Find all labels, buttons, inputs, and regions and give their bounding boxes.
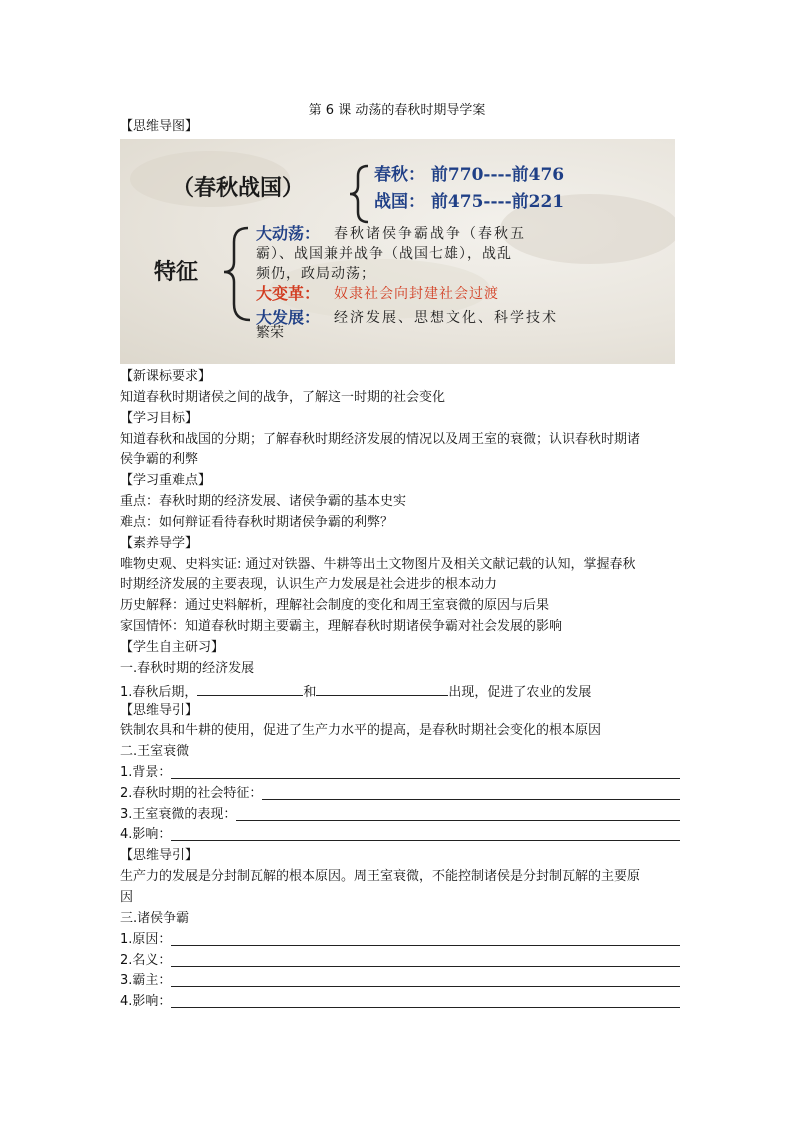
answer-line[interactable] [262, 785, 680, 800]
fill-in-question [120, 681, 680, 702]
paragraph: 唯物史观、史料实证: 通过对铁器、牛耕等出土文物图片及相关文献记载的认知，掌握春秋 [120, 557, 636, 572]
fill-in-question [120, 972, 680, 990]
mindmap-period-chunqiu: 春秋： 前770----前476 [374, 165, 565, 185]
question-text: 和 [303, 685, 317, 700]
answer-line[interactable] [171, 993, 680, 1008]
paragraph: 生产力的发展是分封制瓦解的根本原因。周王室衰微，不能控制诸侯是分封制瓦解的主要原 [120, 869, 641, 884]
fill-in-question [120, 993, 680, 1011]
mindmap-desc-line: 奴隶社会向封建社会过渡 [334, 286, 499, 302]
answer-line[interactable] [236, 806, 680, 821]
section-heading: 【学习重难点】 [120, 473, 212, 488]
mindmap-desc-line: 频仍，政局动荡； [256, 266, 376, 282]
fill-in-question [120, 931, 680, 949]
paragraph: 家国情怀：知道春秋时期主要霸主，理解春秋时期诸侯争霸对社会发展的影响 [120, 619, 563, 634]
mindmap-term-biange: 大变革： [256, 284, 321, 303]
mindmap-term-fazhan: 大发展： [256, 308, 321, 327]
part-title: 二.王室衰微 [120, 744, 190, 759]
paragraph: 难点：如何辩证看待春秋时期诸侯争霸的利弊？ [120, 515, 394, 530]
section-heading: 【思维导引】 [120, 703, 199, 718]
answer-line[interactable] [171, 764, 680, 779]
fill-in-question [120, 826, 680, 844]
part-title: 三.诸侯争霸 [120, 911, 190, 926]
section-heading: 【新课标要求】 [120, 369, 212, 384]
page-title: 第 6 课 动荡的春秋时期导学案 [308, 103, 486, 118]
part-title: 一.春秋时期的经济发展 [120, 661, 255, 676]
answer-line[interactable] [171, 952, 680, 967]
answer-blank[interactable] [316, 681, 448, 696]
mindmap-period-zhanguo: 战国： 前475----前221 [374, 192, 565, 212]
paragraph: 历史解释：通过史料解析，理解社会制度的变化和周王室衰微的原因与后果 [120, 598, 550, 613]
question-text: 3.王室衰微的表现： [120, 807, 237, 822]
fill-in-question [120, 952, 680, 970]
question-text: 1.背景： [120, 765, 172, 780]
mindmap-desc-line: 经济发展、思想文化、科学技术 [334, 310, 558, 326]
paragraph: 重点：春秋时期的经济发展、诸侯争霸的基本史实 [120, 494, 407, 509]
paragraph: 知道春秋和战国的分期；了解春秋时期经济发展的情况以及周王室的衰微；认识春秋时期诸 [120, 432, 641, 447]
paragraph: 因 [120, 890, 134, 905]
fill-in-question [120, 785, 680, 803]
fill-in-question [120, 806, 680, 824]
question-text: 3.霸主： [120, 973, 172, 988]
question-text: 出现，促进了农业的发展 [448, 685, 592, 700]
paragraph: 时期经济发展的主要表现，认识生产力发展是社会进步的根本动力 [120, 577, 498, 592]
section-heading: 【学习目标】 [120, 411, 199, 426]
section-heading: 【思维导引】 [120, 848, 199, 863]
question-text: 1.原因： [120, 932, 172, 947]
section-heading: 【素养导学】 [120, 536, 199, 551]
paragraph: 知道春秋时期诸侯之间的战争，了解这一时期的社会变化 [120, 390, 446, 405]
question-text: 4.影响： [120, 827, 172, 842]
fill-in-question [120, 764, 680, 782]
mindmap-term-dongdang: 大动荡： [256, 224, 321, 243]
question-text: 1.春秋后期， [120, 685, 198, 700]
mindmap-desc-line: 繁荣 [256, 325, 284, 341]
mindmap-root: （春秋战国） [172, 175, 305, 201]
question-text: 2.名义： [120, 953, 172, 968]
answer-line[interactable] [171, 826, 680, 841]
mindmap-desc-line: 霸）、战国兼并战争（战国七雄），战乱 [256, 246, 512, 262]
mindmap-desc-line: 春秋诸侯争霸战争（春秋五 [334, 226, 526, 242]
mindmap-heading: 【思维导图】 [120, 119, 199, 134]
mindmap-image [120, 139, 675, 364]
paragraph: 铁制农具和牛耕的使用，促进了生产力水平的提高，是春秋时期社会变化的根本原因 [120, 723, 602, 738]
question-text: 4.影响： [120, 994, 172, 1009]
question-text: 2.春秋时期的社会特征： [120, 786, 263, 801]
mindmap-feature-label: 特征 [154, 259, 199, 285]
section-heading: 【学生自主研习】 [120, 640, 225, 655]
answer-blank[interactable] [197, 681, 303, 696]
paragraph: 侯争霸的利弊 [120, 452, 199, 467]
answer-line[interactable] [171, 931, 680, 946]
answer-line[interactable] [171, 972, 680, 987]
